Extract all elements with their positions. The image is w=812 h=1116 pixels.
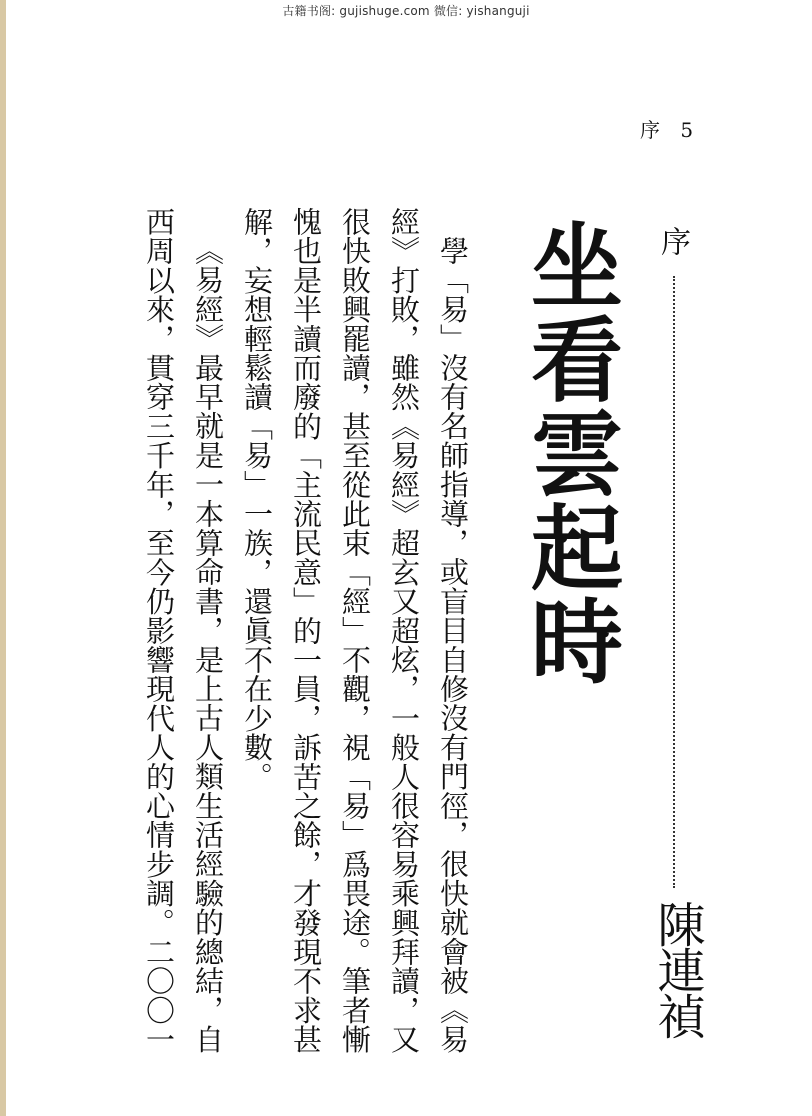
section-title: 序	[655, 226, 690, 256]
body-line-6: 《易經》最早就是一本算命書，是上古人類生活經驗的總結，自	[191, 236, 225, 1054]
running-header	[640, 114, 693, 143]
body-line-7: 西周以來，貫穿三千年，至今仍影響現代人的心情步調。二〇〇一	[142, 207, 176, 1054]
essay-title: 坐看雲起時	[516, 218, 624, 688]
watermark-text: 古籍书阁: gujishuge.com 微信: yishanguji	[282, 4, 530, 18]
page-number: 5	[680, 118, 694, 142]
header-section-label: 序	[640, 118, 660, 142]
dotted-leader-rule	[673, 276, 675, 888]
body-line-3: 很快敗興罷讀，甚至從此束「經」不觀，視「易」爲畏途。筆者慚	[338, 207, 372, 1054]
body-line-2: 經》打敗，雖然《易經》超玄又超炫，一般人很容易乘興拜讀，又	[387, 207, 421, 1054]
body-line-4: 愧也是半讀而廢的「主流民意」的一員，訴苦之餘，才發現不求甚	[289, 207, 323, 1054]
author-name: 陳連禎	[649, 900, 705, 1038]
body-line-1: 學「易」沒有名師指導，或盲目自修沒有門徑，很快就會被《易	[436, 236, 470, 1054]
body-line-5: 解，妄想輕鬆讀「易」一族，還眞不在少數。	[240, 207, 274, 791]
page-edge-strip	[0, 0, 6, 1116]
